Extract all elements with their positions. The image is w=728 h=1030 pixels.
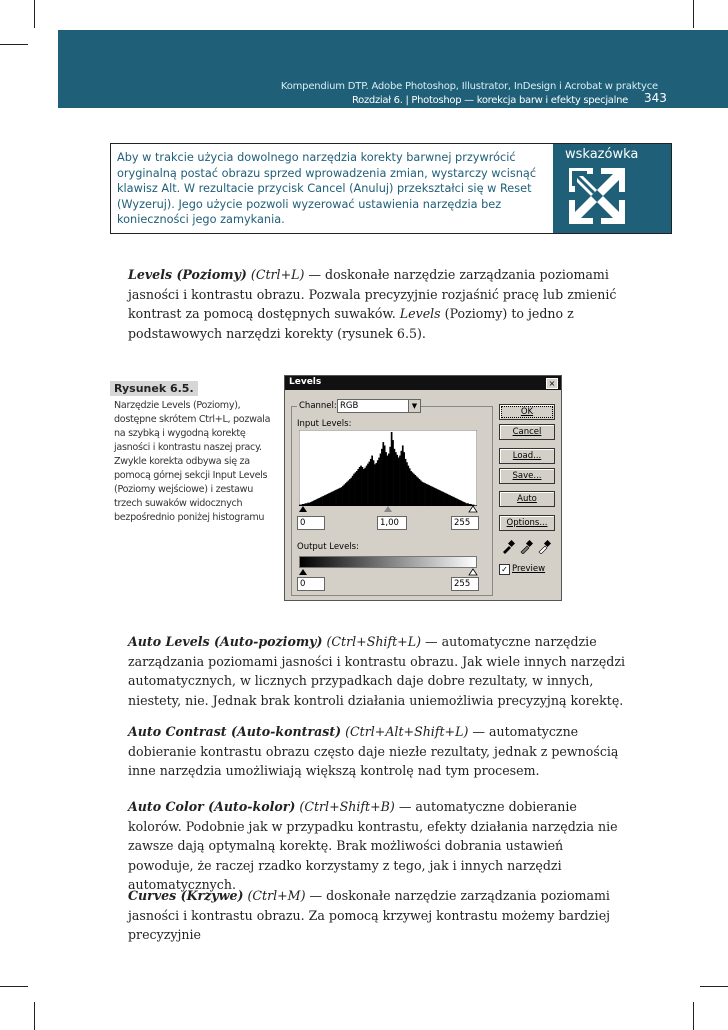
tip-box <box>110 143 672 234</box>
shortcut: (Ctrl+Shift+L) <box>326 634 422 649</box>
term-ref: Levels <box>399 306 441 321</box>
input-levels-label: Input Levels: <box>297 419 352 429</box>
preview-checkbox[interactable] <box>499 564 510 575</box>
output-black-slider <box>299 569 307 575</box>
paragraph-auto-color <box>128 797 628 895</box>
crop-mark <box>34 1002 35 1030</box>
book-title: Kompendium DTP. Adobe Photoshop, Illustrator, InDesign i Acrobat w praktyce <box>280 81 658 92</box>
output-white-slider <box>469 569 477 575</box>
black-point-slider <box>299 506 307 512</box>
figure-caption-text: Narzędzie Levels (Poziomy), dostępne skrótem Ctrl+L, pozwala na szybką i wygodną korektę jasności i kontrastu naszej pracy. Zwykle korekta odbywa się za pomocą górnej sekcji Input Levels (Poziomy wejściowe) i zestawu trzech suwaków widocznych bezpośrednio poniżej histogramu <box>114 400 271 523</box>
levels-dialog <box>284 375 562 601</box>
paragraph-text: — doskonałe narzędzie zarządzania poziomami jasności i kontrastu obrazu. Za pomocą krzywej kontrastu możemy bardziej precyzyjnie <box>128 888 611 942</box>
input-white-field[interactable]: 255 <box>451 516 479 530</box>
chapter-title: Rozdział 6. | Photoshop — korekcja barw i efekty specjalne <box>351 95 628 106</box>
preview-label: Preview <box>512 564 546 574</box>
channel-value: RGB <box>340 401 359 411</box>
paragraph-text: to jedno z podstawowych narzędzi korekty (rysunek 6.5). <box>128 306 574 341</box>
tip-sidebar <box>553 144 671 233</box>
crop-mark <box>693 1002 694 1030</box>
channel-label: Channel: <box>299 401 337 411</box>
term: Levels (Poziomy) <box>128 267 247 282</box>
gamma-slider <box>384 506 392 512</box>
black-eyedropper-icon[interactable] <box>501 540 515 554</box>
paragraph-curves <box>128 886 628 945</box>
term: Auto Contrast (Auto-kontrast) <box>128 724 342 739</box>
term-ref-pl: (Poziomy) <box>444 306 508 321</box>
checkmark-icon: ✓ <box>501 565 508 574</box>
gray-eyedropper-icon[interactable] <box>519 540 533 554</box>
white-eyedropper-icon[interactable] <box>537 540 551 554</box>
cancel-button[interactable]: Cancel <box>499 424 555 440</box>
figure-caption <box>110 377 272 525</box>
crop-mark <box>0 44 28 45</box>
crop-mark <box>700 986 728 987</box>
output-black-field[interactable]: 0 <box>297 577 325 591</box>
load-button[interactable]: Load... <box>499 448 555 464</box>
dialog-titlebar <box>285 376 561 390</box>
term: Auto Levels (Auto-poziomy) <box>128 634 323 649</box>
paragraph-text: — automatyczne dobieranie kolorów. Podobnie jak w przypadku kontrastu, efekty działania narzędzia nie zawsze dają optymalną korektę. Brak możliwości dobrania ustawień powoduje, że raczej rzadko korzystamy z tego, jak i innych narzędzi automatycznych. <box>128 799 618 892</box>
channel-select[interactable] <box>337 399 421 413</box>
figure-title: Rysunek 6.5. <box>110 381 198 396</box>
input-black-field[interactable]: 0 <box>297 516 325 530</box>
output-white-field[interactable]: 255 <box>451 577 479 591</box>
tip-label: wskazówka <box>565 147 639 162</box>
output-slider-track[interactable] <box>297 568 479 576</box>
ok-button[interactable]: OK <box>499 404 555 420</box>
paragraph-text: — automatyczne dobieranie kontrastu obrazu często daje niezłe rezultaty, jednak z pewnością inne narzędzia umożliwiają większą kontrolę nad tym procesem. <box>128 724 619 778</box>
paragraph-auto-contrast <box>128 722 628 781</box>
paragraph-text: — doskonałe narzędzie zarządzania poziomami jasności i kontrastu obrazu. Pozwala precyzyjnie rozjaśnić pracę lub zmienić kontrast za pomocą dostępnych suwaków. <box>128 267 617 321</box>
output-gradient <box>299 556 477 568</box>
dialog-title: Levels <box>289 377 322 387</box>
white-point-slider <box>469 506 477 512</box>
shortcut: (Ctrl+Alt+Shift+L) <box>345 724 469 739</box>
save-button[interactable]: Save... <box>499 468 555 484</box>
paragraph-auto-levels <box>128 632 628 710</box>
shortcut: (Ctrl+L) <box>250 267 305 282</box>
options-button[interactable]: Options... <box>499 515 555 531</box>
crop-mark <box>693 0 694 28</box>
page-number: 343 <box>644 91 667 105</box>
paragraph-text: — automatyczne narzędzie zarządzania poziomami jasności i kontrastu obrazu. Jak wiele innych narzędzi automatycznych, w licznych przypadkach daje dobre rezultaty, w innych, niestety, nie. Jednak brak kontroli działania uniemożliwia precyzyjną korektę. <box>128 634 626 708</box>
term: Curves (Krzywe) <box>128 888 244 903</box>
paragraph-levels <box>128 265 628 343</box>
close-icon[interactable]: × <box>546 378 558 389</box>
shortcut: (Ctrl+M) <box>247 888 306 903</box>
histogram <box>299 430 477 506</box>
chevron-down-icon: ▼ <box>408 400 420 412</box>
input-gamma-field[interactable]: 1,00 <box>377 516 407 530</box>
input-slider-track[interactable] <box>297 505 479 513</box>
term: Auto Color (Auto-kolor) <box>128 799 296 814</box>
arrows-to-center-icon <box>567 166 627 226</box>
auto-button[interactable]: Auto <box>499 491 555 507</box>
crop-mark <box>34 0 35 28</box>
shortcut: (Ctrl+Shift+B) <box>299 799 395 814</box>
crop-mark <box>0 986 28 987</box>
output-levels-label: Output Levels: <box>297 542 359 552</box>
tip-text: Aby w trakcie użycia dowolnego narzędzia korekty barwnej przywrócić oryginalną postać obrazu sprzed wprowadzenia zmian, wystarczy wcisnąć klawisz Alt. W rezultacie przycisk Cancel (Anuluj) przekształci się w Reset (Wyzeruj). Jego użycie pozwoli wyzerować ustawienia narzędzia bez konieczności jego zamykania. <box>117 151 537 227</box>
